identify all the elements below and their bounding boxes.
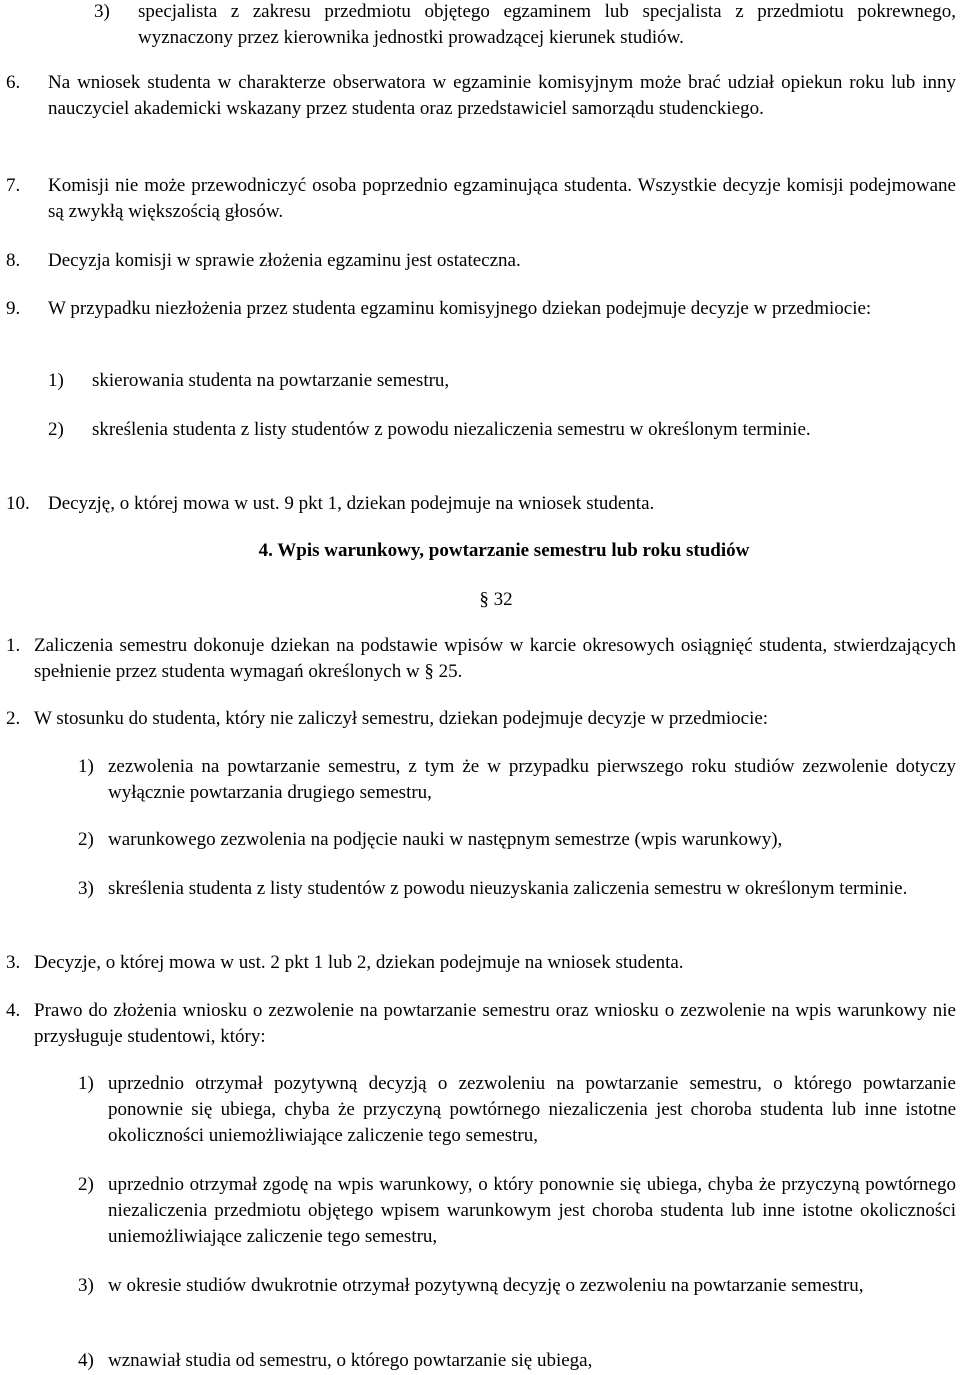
- list-item: [6, 491, 956, 517]
- list-item: [6, 706, 956, 732]
- item-text: w okresie studiów dwukrotnie otrzymał pozytywną decyzję o zezwoleniu na powtarzanie semestru,: [108, 1275, 864, 1296]
- sub-list-item: [78, 1273, 956, 1299]
- item-text: Komisji nie może przewodniczyć osoba poprzednio egzaminująca studenta. Wszystkie decyzje komisji podejmowane są zwykłą większością głosów.: [48, 175, 956, 222]
- item-text: skierowania studenta na powtarzanie semestru,: [92, 370, 450, 391]
- paragraph-number: § 32: [479, 589, 513, 610]
- sub-list-item: [78, 1348, 956, 1374]
- list-item: [6, 998, 956, 1050]
- item-number: 2): [78, 1174, 94, 1195]
- item-number: 9.: [6, 298, 21, 319]
- item-number: 6.: [6, 72, 21, 93]
- item-number: 1): [78, 756, 94, 777]
- list-item: [6, 950, 956, 976]
- section-heading: 4. Wpis warunkowy, powtarzanie semestru lub roku studiów: [258, 540, 750, 561]
- item-number: 3): [78, 1275, 94, 1296]
- sub-list-item: [48, 368, 956, 394]
- item-number: 8.: [6, 250, 21, 271]
- item-number: 4): [78, 1350, 94, 1371]
- item-text: skreślenia studenta z listy studentów z powodu nieuzyskania zaliczenia semestru w określonym terminie.: [108, 878, 908, 899]
- item-text: Na wniosek studenta w charakterze obserwatora w egzaminie komisyjnym może brać udział opiekun roku lub inny nauczyciel akademicki wskazany przez studenta oraz przedstawiciel samorządu studenckiego.: [48, 72, 956, 119]
- sub-list-item: [48, 417, 956, 443]
- item-number: 2.: [6, 708, 21, 729]
- item-text: Decyzje, o której mowa w ust. 2 pkt 1 lub 2, dziekan podejmuje na wniosek studenta.: [34, 952, 684, 973]
- item-number: 3.: [6, 952, 21, 973]
- item-number: 4.: [6, 1000, 21, 1021]
- item-number: 3): [94, 1, 110, 22]
- list-item: [6, 70, 956, 122]
- list-item: [6, 248, 956, 274]
- item-text: uprzednio otrzymał pozytywną decyzją o zezwoleniu na powtarzanie semestru, o którego powtarzanie ponownie się ubiega, chyba że przyczyną powtórnego niezaliczenia jest choroba studenta lub inne istotne okoliczności uniemożliwiające zaliczenie tego semestru,: [108, 1073, 956, 1146]
- item-text: warunkowego zezwolenia na podjęcie nauki w następnym semestrze (wpis warunkowy),: [108, 829, 783, 850]
- item-text: W przypadku niezłożenia przez studenta egzaminu komisyjnego dziekan podejmuje decyzje w przedmiocie:: [48, 298, 872, 319]
- item-number: 2): [48, 419, 64, 440]
- item-text: Decyzję, o której mowa w ust. 9 pkt 1, dziekan podejmuje na wniosek studenta.: [48, 493, 655, 514]
- item-text: Zaliczenia semestru dokonuje dziekan na podstawie wpisów w karcie okresowych osiągnięć studenta, stwierdzających spełnienie przez studenta wymagań określonych w § 25.: [34, 635, 956, 682]
- item-text: zezwolenia na powtarzanie semestru, z tym że w przypadku pierwszego roku studiów zezwolenie dotyczy wyłącznie powtarzania drugiego semestru,: [108, 756, 956, 803]
- list-item: [6, 296, 956, 322]
- item-number: 10.: [6, 493, 30, 514]
- item-number: 1.: [6, 635, 21, 656]
- list-item: [94, 0, 956, 51]
- item-text: skreślenia studenta z listy studentów z powodu niezaliczenia semestru w określonym terminie.: [92, 419, 811, 440]
- sub-list-item: [78, 827, 956, 853]
- item-number: 7.: [6, 175, 21, 196]
- item-number: 1): [78, 1073, 94, 1094]
- list-item: [6, 633, 956, 685]
- sub-list-item: [78, 754, 956, 806]
- item-number: 2): [78, 829, 94, 850]
- item-text: uprzednio otrzymał zgodę na wpis warunkowy, o który ponownie się ubiega, chyba że przyczyną powtórnego niezaliczenia przedmiotu objętego wpisem warunkowym jest choroba studenta lub inne istotne okoliczności uniemożliwiające zaliczenie tego semestru,: [108, 1174, 956, 1247]
- item-number: 1): [48, 370, 64, 391]
- item-number: 3): [78, 878, 94, 899]
- sub-list-item: [78, 1071, 956, 1149]
- item-text: Prawo do złożenia wniosku o zezwolenie na powtarzanie semestru oraz wniosku o zezwolenie na wpis warunkowy nie przysługuje studentowi, który:: [34, 1000, 956, 1047]
- item-text: wznawiał studia od semestru, o którego powtarzanie się ubiega,: [108, 1350, 593, 1371]
- list-item: [6, 173, 956, 225]
- item-text: specjalista z zakresu przedmiotu objętego egzaminem lub specjalista z przedmiotu pokrewnego, wyznaczony przez kierownika jednostki prowadzącej kierunek studiów.: [138, 1, 956, 48]
- sub-list-item: [78, 1172, 956, 1250]
- sub-list-item: [78, 876, 956, 902]
- item-text: W stosunku do studenta, który nie zaliczył semestru, dziekan podejmuje decyzje w przedmiocie:: [34, 708, 769, 729]
- item-text: Decyzja komisji w sprawie złożenia egzaminu jest ostateczna.: [48, 250, 521, 271]
